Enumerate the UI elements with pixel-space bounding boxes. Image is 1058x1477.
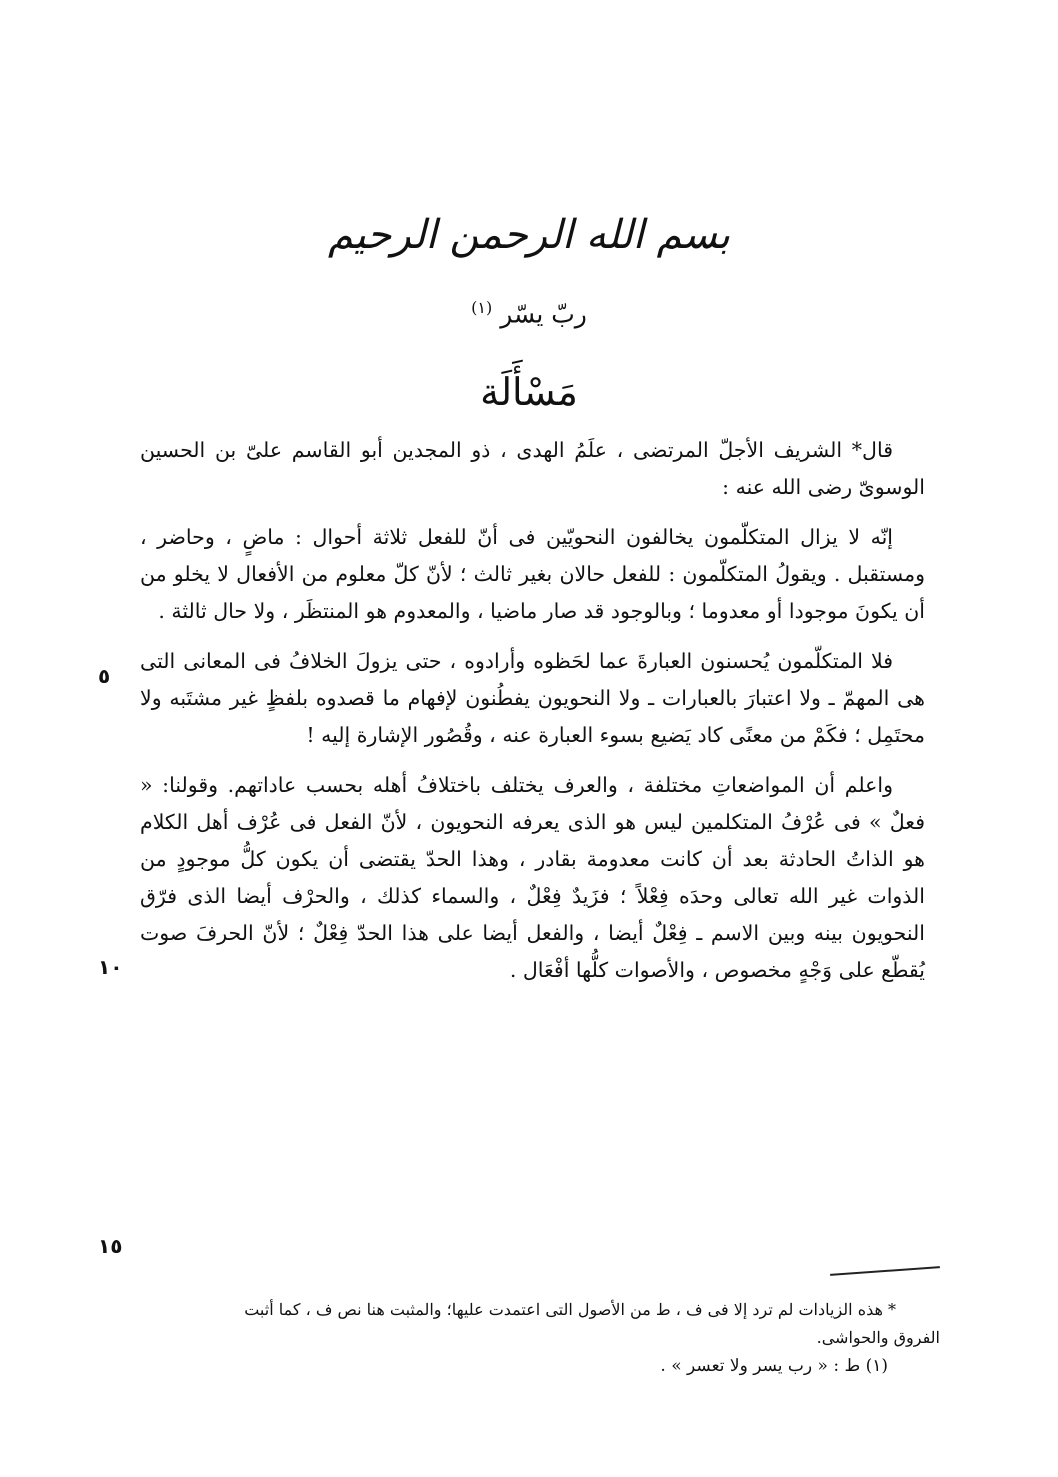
footnotes — [140, 1296, 940, 1380]
line-number-10: ١٠ — [98, 955, 123, 979]
paragraph-intro: قال* الشريف الأجلّ المرتضى ، علَمُ الهدى ، ذو المجدين أبو القاسم علىّ بن الحسين الوسوىّ رضى الله عنه : — [140, 438, 925, 499]
paragraph-conventions: واعلم أن المواضعاتِ مختلفة ، والعرف يختلف باختلافُ أهله بحسب عاداتهم. وقولنا: « فعلٌ » فى عُرْفُ المتكلمين ليس هو الذى يعرفه النحويون ، لأنّ الفعل فى عُرْف أهل الكلام هو الذاتُ الحادثة بعد أن كانت معدومة بقادر ، وهذا الحدّ يقتضى أن يكون كلُّ موجودٍ من الذوات غير الله تعالى وحدَه فِعْلاً ؛ فزَيدٌ فِعْلٌ ، والسماء كذلك ، والحرْف أيضا الذى فرّق النحويون بينه وبين الاسم ـ فِعْلٌ أيضا ، والفعل أيضا على هذا الحدّ فِعْلٌ ؛ لأنّ الحرفَ صوت يُقطّع على وَجْهٍ مخصوص ، والأصوات كلُّها أفْعَال . — [140, 773, 925, 982]
invocation-text: ربّ يسّر — [500, 299, 587, 329]
line-number-15: ١٥ — [98, 1234, 123, 1258]
footnote-1: (١) ط : « رب يسر ولا تعسر » . — [660, 1356, 888, 1376]
paragraph-expression: فلا المتكلّمون يُحسنون العبارةَ عما لحَظوه وأرادوه ، حتى يزولَ الخلافُ فى المعانى التى هى المهمّ ـ ولا اعتبارَ بالعبارات ـ ولا النحويون يفطُنون لإفهام ما قصدوه بلفظٍ غير مشتَبه ولا محتَمِل ؛ فكَمْ من معنًى كاد يَضيع بسوء العبارة عنه ، وقُصُور الإشارة إليه ! — [140, 649, 925, 747]
paragraph-tenses: إنّه لا يزال المتكلّمون يخالفون النحويّين فى أنّ للفعل ثلاثة أحوال : ماضٍ ، وحاضر ، ومستقبل . ويقولُ المتكلّمون : للفعل حالان بغير ثالث ؛ لأنّ كلّ معلوم من الأفعال لا يخلو من أن يكونَ موجودا أو معدوما ؛ وبالوجود قد صار ماضيا ، والمعدوم هو المنتظَر ، ولا حال ثالثة . — [140, 525, 925, 623]
footnote-star: * هذه الزيادات لم ترد إلا فى ف ، ط من الأصول التى اعتمدت عليها؛ والمثبت هنا نص ف ، كما أثبت — [244, 1300, 896, 1319]
invocation-footnote-ref: (١) — [471, 298, 493, 317]
invocation-line — [0, 288, 1058, 334]
line-number-5: ٥ — [98, 664, 111, 688]
section-title: مَسْأَلَة — [480, 370, 578, 414]
footnote-star-continuation: الفروق والحواشى. — [816, 1328, 940, 1347]
main-text — [140, 432, 925, 989]
basmala-heading: بسم الله الرحمن الرحيم — [327, 212, 731, 258]
footnote-divider — [830, 1266, 940, 1276]
